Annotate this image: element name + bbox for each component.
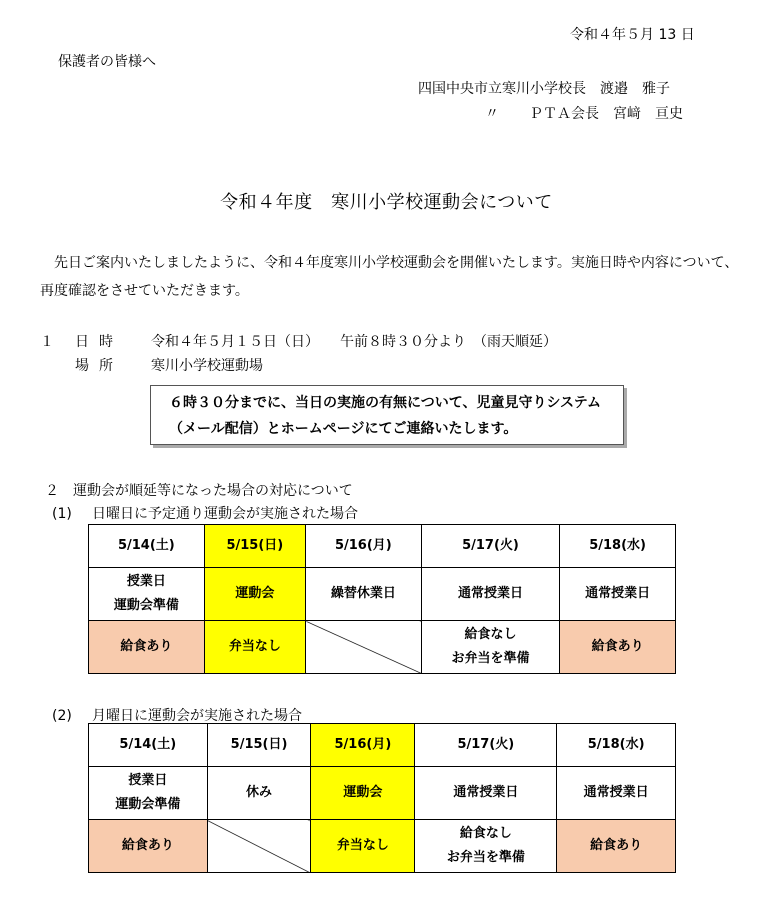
schedule-table-case2 — [88, 723, 676, 873]
lunch-cell: 給食なし お弁当を準備 — [415, 820, 557, 873]
event-cell: 通常授業日 — [415, 767, 557, 820]
case1-number: (1) — [52, 506, 72, 522]
event-cell: 運動会 — [204, 568, 305, 621]
place-label: 場所 — [75, 358, 123, 374]
event-cell: 通常授業日 — [560, 568, 676, 621]
datetime-label: 日時 — [75, 334, 123, 350]
case1-heading — [52, 503, 358, 523]
table-row-lunch — [89, 621, 676, 674]
sender-pta — [485, 103, 683, 123]
table-row-days — [89, 525, 676, 568]
table-row-events — [89, 767, 676, 820]
lunch-cell-empty — [306, 621, 422, 674]
day-cell: 5/17(火) — [421, 525, 560, 568]
event-cell: 授業日 運動会準備 — [89, 767, 208, 820]
lunch-cell: 弁当なし — [204, 621, 305, 674]
day-cell: 5/16(月) — [306, 525, 422, 568]
ditto-mark: 〃 — [485, 106, 499, 122]
place-value: 寒川小学校運動場 — [151, 358, 263, 374]
day-cell: 5/16(月) — [311, 724, 415, 767]
notice-box: ６時３０分までに、当日の実施の有無について、児童見守りシステム（メール配信）とホームページにてご連絡いたします。 — [150, 385, 624, 445]
lunch-cell: 給食なし お弁当を準備 — [421, 621, 560, 674]
case2-title: 月曜日に運動会が実施された場合 — [92, 708, 302, 724]
event-cell: 休み — [207, 767, 311, 820]
day-cell: 5/15(日) — [204, 525, 305, 568]
item1-datetime — [40, 331, 557, 351]
datetime-value: 令和４年５月１５日（日） 午前８時３０分より （雨天順延） — [151, 334, 557, 350]
table-row-lunch — [89, 820, 676, 873]
day-cell: 5/15(日) — [207, 724, 311, 767]
letter-date: 令和４年５月 13 日 — [570, 27, 695, 43]
section2-heading: ２ 運動会が順延等になった場合の対応について — [45, 483, 353, 499]
event-cell: 繰替休業日 — [306, 568, 422, 621]
event-cell: 授業日 運動会準備 — [89, 568, 205, 621]
item1-number: １ — [40, 334, 54, 350]
day-cell: 5/14(土) — [89, 525, 205, 568]
day-cell: 5/18(水) — [557, 724, 676, 767]
lunch-cell: 弁当なし — [311, 820, 415, 873]
item1-place — [40, 355, 263, 375]
day-cell: 5/18(水) — [560, 525, 676, 568]
table-row-days — [89, 724, 676, 767]
lunch-cell: 給食あり — [560, 621, 676, 674]
document-title: 令和４年度 寒川小学校運動会について — [220, 192, 553, 213]
lunch-cell: 給食あり — [557, 820, 676, 873]
case2-heading — [52, 705, 302, 725]
case1-title: 日曜日に予定通り運動会が実施された場合 — [92, 506, 358, 522]
day-cell: 5/17(火) — [415, 724, 557, 767]
lunch-cell-empty — [207, 820, 311, 873]
table-row-events — [89, 568, 676, 621]
lunch-cell: 給食あり — [89, 621, 205, 674]
sender-pta-name: ＰＴＡ会長 宮﨑 亘史 — [529, 106, 683, 122]
sender-principal: 四国中央市立寒川小学校長 渡邉 雅子 — [418, 81, 670, 97]
schedule-table-case1 — [88, 524, 676, 674]
day-cell: 5/14(土) — [89, 724, 208, 767]
case2-number: (2) — [52, 708, 72, 724]
event-cell: 運動会 — [311, 767, 415, 820]
addressee: 保護者の皆様へ — [58, 54, 156, 70]
event-cell: 通常授業日 — [421, 568, 560, 621]
event-cell: 通常授業日 — [557, 767, 676, 820]
lunch-cell: 給食あり — [89, 820, 208, 873]
intro-paragraph: 先日ご案内いたしましたように、令和４年度寒川小学校運動会を開催いたします。実施日時や内容について、再度確認をさせていただきます。 — [40, 255, 739, 299]
